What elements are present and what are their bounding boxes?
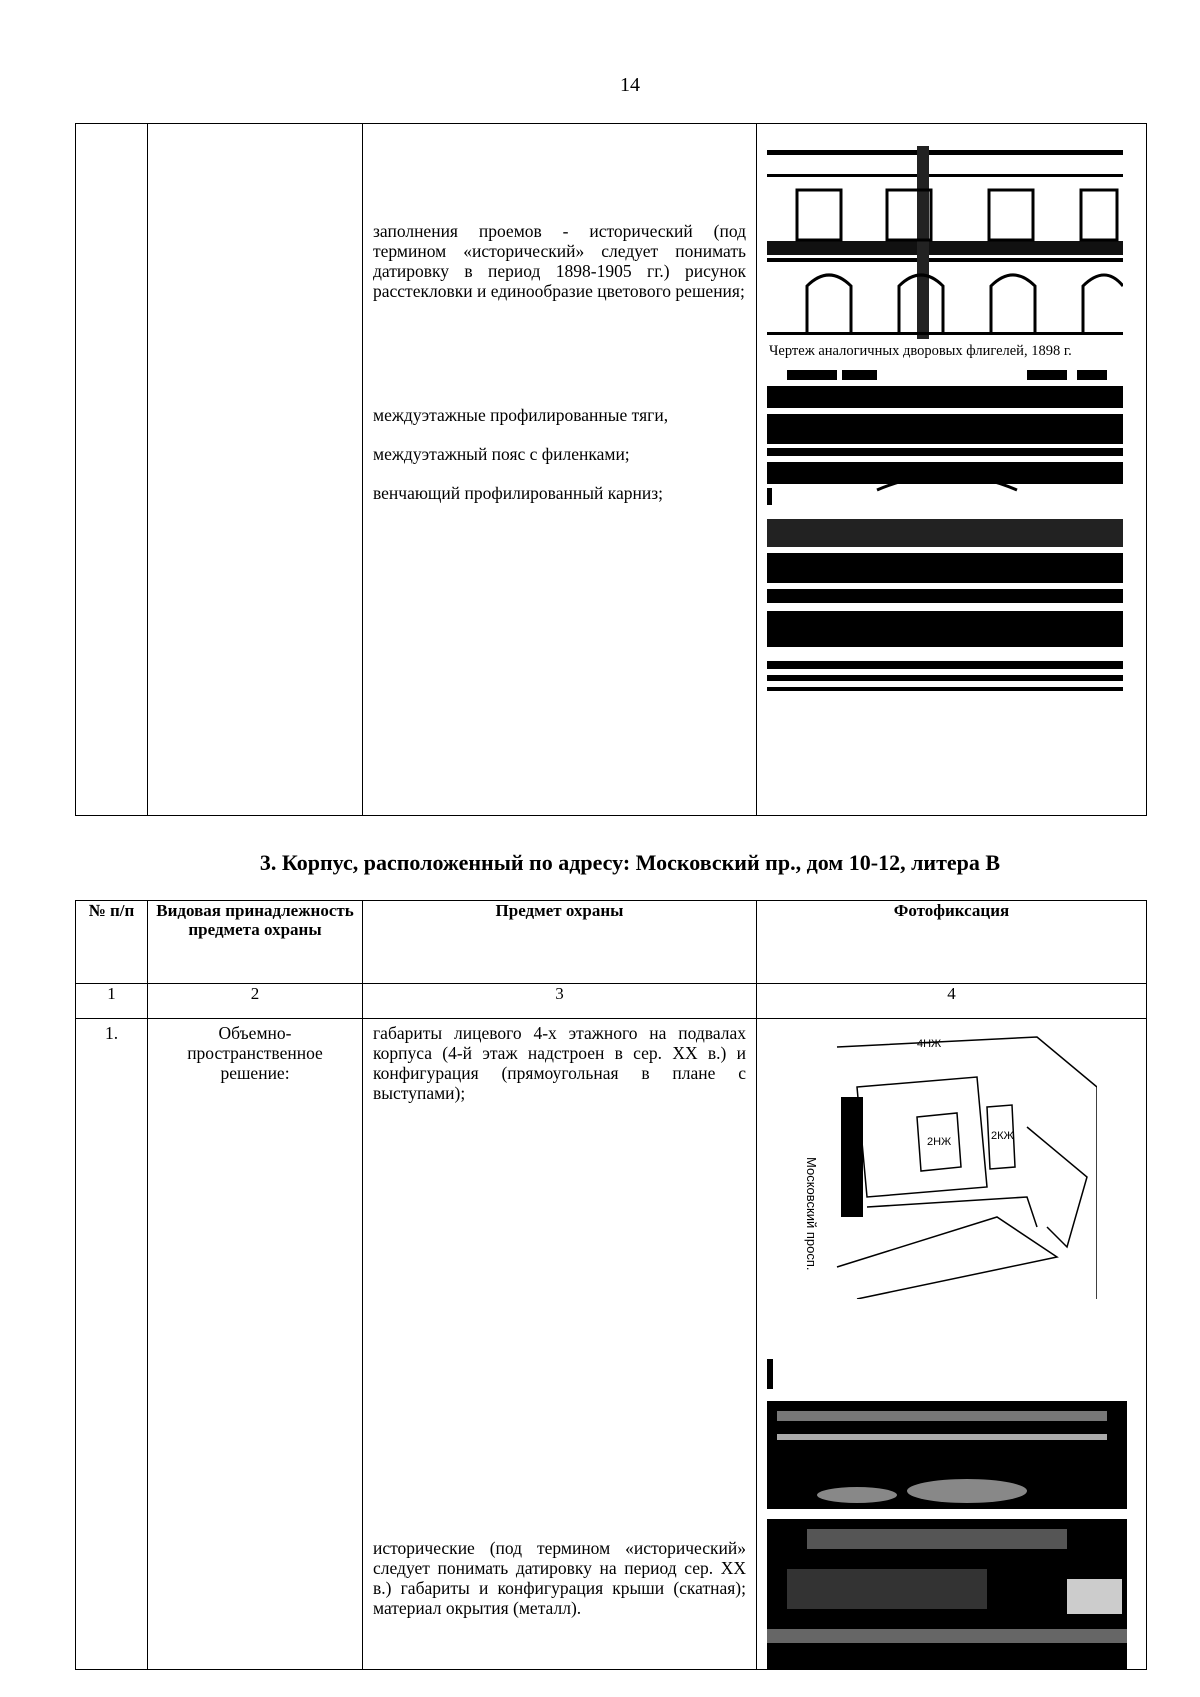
street-view-photo — [767, 1359, 1127, 1509]
header-photos: Фотофиксация — [757, 901, 1147, 984]
section-title: 3. Корпус, расположенный по адресу: Московский пр., дом 10-12, литера В — [259, 850, 1001, 875]
row-subject — [363, 1019, 757, 1670]
cell-photos — [757, 124, 1147, 816]
row-number: 1. — [76, 1019, 148, 1670]
panel-belt-text: междуэтажный пояс с филенками; — [373, 444, 630, 464]
map-building-4: 4НЖ — [917, 1038, 942, 1050]
street-label: Московский просп. — [804, 1157, 819, 1271]
col-number-3: 3 — [363, 984, 757, 1019]
map-building-3: 2КЖ — [991, 1130, 1014, 1142]
map-building-2: 2НЖ — [927, 1136, 952, 1148]
cornice-photo-2 — [767, 519, 1123, 699]
cell-subject — [363, 124, 757, 816]
header-subject: Предмет охраны — [363, 901, 757, 984]
continuation-table — [75, 123, 1147, 816]
belt-course-text: междуэтажные профилированные тяги, — [373, 405, 669, 425]
col-number-1: 1 — [76, 984, 148, 1019]
protection-table — [75, 900, 1147, 1670]
facade-drawing-image — [767, 146, 1123, 339]
cornice-text: венчающий профилированный карниз; — [373, 483, 663, 503]
roof-text: исторические (под термином «исторический» следует понимать датировку на период сер. XX в.) габариты и конфигурация крыши (скатная); материал окрытия (металл). — [373, 1538, 746, 1618]
drawing-caption: Чертеж аналогичных дворовых флигелей, 1898 г. — [769, 343, 1072, 359]
cell-type — [148, 124, 363, 816]
cornice-photo-1 — [767, 370, 1123, 505]
row-type: Объемно-пространственное решение: — [148, 1019, 363, 1670]
page-number: 14 — [620, 74, 640, 96]
site-plan-map — [797, 1027, 1097, 1299]
cell-number — [76, 124, 148, 816]
window-fill-text: заполнения проемов - исторический (под термином «исторический» следует понимать датировку в период 1898-1905 гг.) рисунок расстекловки и единообразие цветового решения; — [373, 221, 746, 301]
header-type: Видовая принадлежность предмета охраны — [148, 901, 363, 984]
col-number-2: 2 — [148, 984, 363, 1019]
dimensions-text: габариты лицевого 4-х этажного на подвалах корпуса (4-й этаж надстроен в сер. XX в.) и конфигурация (прямоугольная в плане с выступами); — [373, 1023, 746, 1103]
col-number-4: 4 — [757, 984, 1147, 1019]
row-photos — [757, 1019, 1147, 1670]
roof-photo — [767, 1519, 1127, 1669]
header-number: № п/п — [76, 901, 148, 984]
